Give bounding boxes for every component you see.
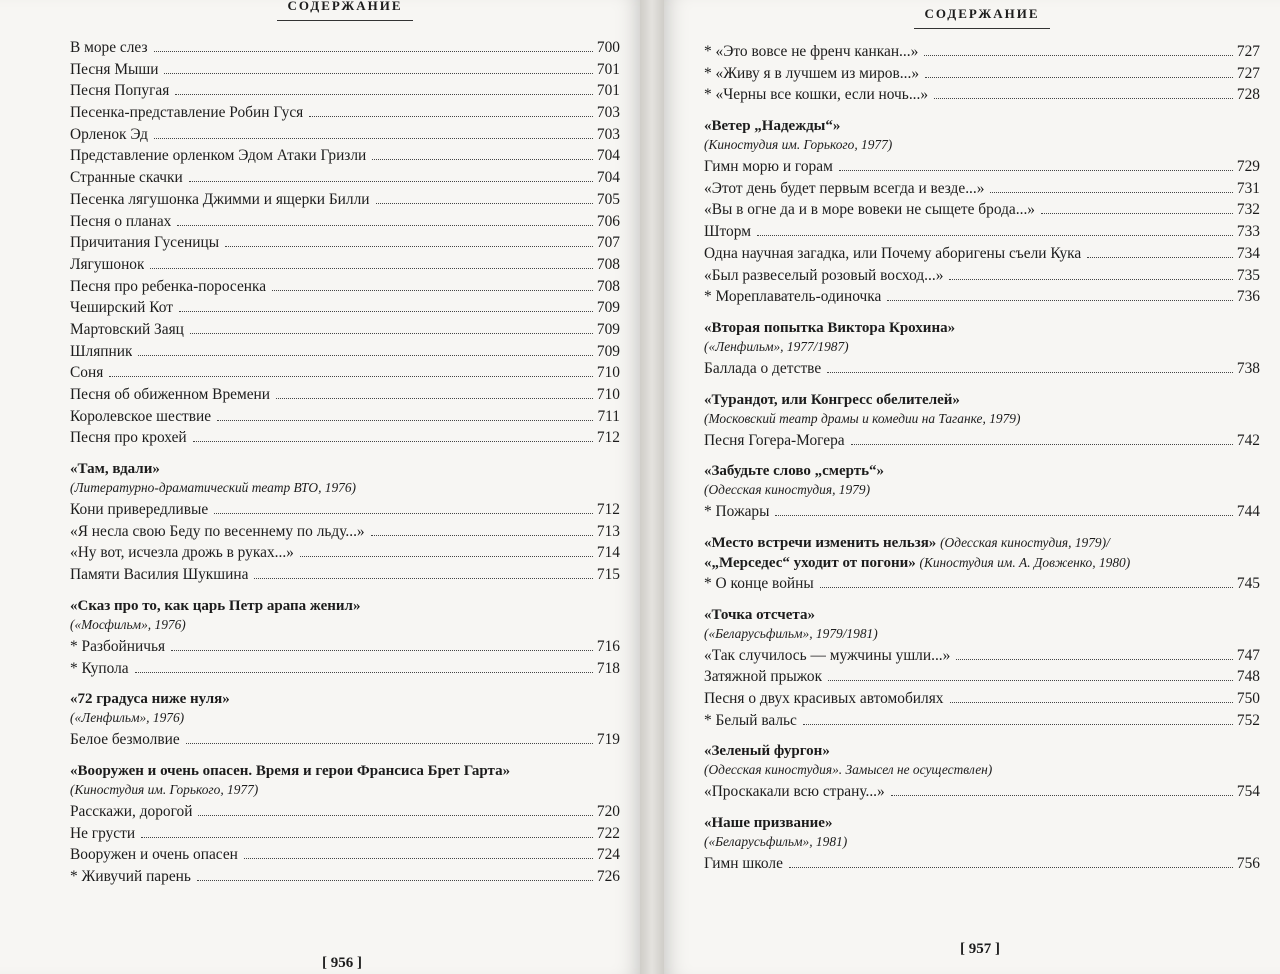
dot-leader bbox=[827, 372, 1233, 373]
dot-leader bbox=[851, 444, 1233, 445]
dot-leader bbox=[214, 513, 593, 514]
entry-page-number: 742 bbox=[1236, 431, 1260, 449]
entry-title: * Купола bbox=[70, 659, 129, 677]
entry-page-number: 709 bbox=[596, 342, 620, 360]
toc-entry bbox=[704, 243, 1260, 265]
entry-title: «Этот день будет первым всегда и везде...» bbox=[704, 179, 985, 197]
dot-leader bbox=[276, 398, 593, 399]
toc-entry bbox=[70, 542, 620, 564]
dot-leader bbox=[186, 743, 593, 744]
entry-title: * Пожары bbox=[704, 503, 770, 521]
entry-title: «Вы в огне да и в море вовеки не сыщете брода...» bbox=[704, 201, 1035, 219]
entry-page-number: 722 bbox=[596, 824, 620, 842]
dot-leader bbox=[950, 702, 1233, 703]
toc-entry bbox=[70, 189, 620, 211]
entry-title: «Проскакали всю страну...» bbox=[704, 783, 885, 801]
entry-title: Песня о двух красивых автомобилях bbox=[704, 690, 944, 707]
toc-entry bbox=[70, 729, 620, 751]
entry-title: Песня про крохей bbox=[70, 429, 187, 447]
running-head: СОДЕРЖАНИЕ bbox=[287, 0, 403, 13]
section-title bbox=[70, 459, 620, 479]
running-head: СОДЕРЖАНИЕ bbox=[924, 6, 1040, 21]
dot-leader bbox=[141, 837, 593, 838]
toc-section bbox=[704, 533, 1260, 595]
entry-page-number: 735 bbox=[1236, 266, 1260, 284]
section-title-text: «Место встречи изменить нельзя» bbox=[704, 534, 937, 551]
entry-title: Белое безмолвие bbox=[70, 731, 180, 749]
dot-leader bbox=[372, 159, 593, 160]
dot-leader bbox=[891, 795, 1233, 796]
dot-leader bbox=[189, 181, 593, 182]
entry-page-number: 701 bbox=[596, 60, 620, 78]
entry-page-number: 724 bbox=[596, 846, 620, 864]
section-title bbox=[704, 605, 1260, 625]
entry-page-number: 752 bbox=[1236, 711, 1260, 729]
dot-leader bbox=[925, 77, 1233, 78]
dot-leader bbox=[775, 515, 1232, 516]
entry-title: В море слез bbox=[70, 39, 148, 56]
entry-title: * Разбойничья bbox=[70, 637, 166, 655]
entry-page-number: 744 bbox=[1236, 503, 1260, 521]
toc-entry bbox=[70, 636, 620, 658]
section-source: (Киностудия им. Горького, 1977) bbox=[704, 137, 893, 153]
dot-leader bbox=[887, 300, 1233, 301]
dot-leader bbox=[164, 73, 592, 74]
book-gutter bbox=[640, 0, 664, 974]
dot-leader bbox=[198, 815, 592, 816]
entry-title: Расскажи, дорогой bbox=[70, 802, 193, 820]
toc-section bbox=[704, 318, 1260, 380]
toc-entry bbox=[70, 499, 620, 521]
toc-entry bbox=[70, 124, 620, 146]
dot-leader bbox=[376, 203, 593, 204]
dot-leader bbox=[956, 659, 1233, 660]
entry-title: Вооружен и очень опасен bbox=[70, 846, 238, 864]
dot-leader bbox=[138, 355, 592, 356]
toc-entry bbox=[70, 254, 620, 276]
toc-entry bbox=[704, 710, 1260, 732]
section-source: («Ленфильм», 1977/1987) bbox=[704, 338, 849, 354]
toc-entry bbox=[704, 666, 1260, 688]
header-rule bbox=[914, 28, 1050, 29]
page-number: [ 957 ] bbox=[960, 941, 1000, 957]
dot-leader bbox=[309, 116, 593, 117]
dot-leader bbox=[949, 279, 1232, 280]
entry-title: «Так случилось — мужчины ушли...» bbox=[704, 646, 951, 664]
entry-page-number: 703 bbox=[596, 125, 620, 143]
toc-section bbox=[704, 390, 1260, 452]
right-page bbox=[664, 0, 1280, 974]
dot-leader bbox=[990, 192, 1232, 193]
entry-page-number: 714 bbox=[596, 544, 620, 562]
toc-entry bbox=[704, 853, 1260, 875]
entry-title: Песня об обиженном Времени bbox=[70, 386, 271, 403]
dot-leader bbox=[154, 138, 593, 139]
entry-title: Песня Попугая bbox=[70, 82, 170, 100]
entry-page-number: 713 bbox=[596, 522, 620, 540]
entry-title: Причитания Гусеницы bbox=[70, 234, 220, 252]
toc-entry bbox=[70, 232, 620, 254]
dot-leader bbox=[1041, 213, 1233, 214]
entry-page-number: 709 bbox=[596, 299, 620, 317]
entry-title: * «Черны все кошки, если ночь...» bbox=[704, 86, 929, 104]
dot-leader bbox=[254, 578, 592, 579]
dot-leader bbox=[135, 672, 593, 673]
dot-leader bbox=[217, 420, 593, 421]
entry-title: «Я несла свою Беду по весеннему по льду...» bbox=[70, 522, 365, 540]
section-title-text: «Ветер „Надежды“» bbox=[704, 118, 841, 135]
entry-title: Затяжной прыжок bbox=[704, 668, 823, 686]
toc-entry bbox=[704, 265, 1260, 287]
table-of-contents bbox=[70, 37, 620, 888]
entry-page-number: 707 bbox=[596, 234, 620, 252]
entry-page-number: 710 bbox=[596, 386, 620, 403]
entry-page-number: 726 bbox=[596, 867, 620, 885]
toc-entry bbox=[704, 781, 1260, 803]
section-title-text: «„Мерседес“ уходит от погони» bbox=[704, 554, 916, 571]
entry-page-number: 715 bbox=[596, 566, 620, 584]
entry-title: Кони привередливые bbox=[70, 501, 209, 519]
section-title bbox=[704, 813, 1260, 833]
entry-page-number: 700 bbox=[596, 39, 620, 56]
toc-entry bbox=[70, 37, 620, 59]
entry-page-number: 729 bbox=[1236, 158, 1260, 176]
toc-entry bbox=[70, 297, 620, 319]
toc-entry bbox=[704, 358, 1260, 380]
entry-page-number: 754 bbox=[1236, 783, 1260, 801]
entry-page-number: 727 bbox=[1236, 43, 1260, 60]
toc-entry bbox=[70, 319, 620, 341]
entry-title: Гимн школе bbox=[704, 855, 783, 873]
entry-page-number: 728 bbox=[1236, 86, 1260, 104]
section-source-inline: (Одесская киностудия, 1979)/ bbox=[940, 534, 1110, 550]
toc-entry bbox=[704, 645, 1260, 667]
dot-leader bbox=[244, 858, 593, 859]
dot-leader bbox=[150, 268, 592, 269]
toc-section bbox=[70, 689, 620, 751]
section-title bbox=[704, 533, 1260, 553]
entry-page-number: 706 bbox=[596, 212, 620, 230]
toc-entry bbox=[704, 286, 1260, 308]
dot-leader bbox=[371, 535, 593, 536]
entry-page-number: 708 bbox=[596, 255, 620, 273]
entry-page-number: 748 bbox=[1236, 668, 1260, 686]
toc-section bbox=[704, 813, 1260, 875]
entry-page-number: 705 bbox=[596, 190, 620, 208]
section-source: («Ленфильм», 1976) bbox=[70, 710, 185, 726]
dot-leader bbox=[175, 94, 593, 95]
entry-title: * О конце войны bbox=[704, 574, 814, 592]
toc-entry bbox=[704, 199, 1260, 221]
toc-entry bbox=[70, 406, 620, 428]
toc-entry bbox=[70, 341, 620, 363]
entry-title: Песня про ребенка-поросенка bbox=[70, 277, 267, 295]
dot-leader bbox=[789, 867, 1233, 868]
entry-page-number: 756 bbox=[1236, 855, 1260, 873]
section-title-text: «Сказ про то, как царь Петр арапа женил» bbox=[70, 597, 361, 614]
dot-leader bbox=[197, 880, 593, 881]
toc-section bbox=[704, 605, 1260, 732]
section-title bbox=[704, 741, 1260, 761]
entry-title: Лягушонок bbox=[70, 255, 145, 273]
entry-title: Чеширский Кот bbox=[70, 299, 173, 317]
section-title bbox=[70, 761, 620, 781]
section-title-text: «Турандот, или Конгресс обелителей» bbox=[704, 391, 960, 408]
section-source: (Московский театр драмы и комедии на Таганке, 1979) bbox=[704, 410, 1021, 426]
table-of-contents bbox=[704, 41, 1260, 875]
entry-page-number: 704 bbox=[596, 169, 620, 187]
section-title bbox=[70, 689, 620, 709]
toc-entry bbox=[70, 211, 620, 233]
entry-title: Песня Гогера-Могера bbox=[704, 431, 845, 449]
toc-entry bbox=[704, 41, 1260, 63]
section-title bbox=[70, 596, 620, 616]
section-title bbox=[704, 318, 1260, 338]
entry-title: * «Живу я в лучшем из миров...» bbox=[704, 64, 920, 82]
toc-section bbox=[70, 761, 620, 888]
toc-section bbox=[704, 741, 1260, 803]
section-title bbox=[704, 461, 1260, 481]
toc-entry bbox=[704, 430, 1260, 452]
entry-page-number: 712 bbox=[596, 501, 620, 519]
toc-entry bbox=[70, 801, 620, 823]
dot-leader bbox=[803, 724, 1233, 725]
dot-leader bbox=[757, 235, 1233, 236]
entry-page-number: 738 bbox=[1236, 359, 1260, 377]
toc-entry bbox=[70, 521, 620, 543]
entry-title: Мартовский Заяц bbox=[70, 320, 184, 338]
page-number: [ 956 ] bbox=[322, 955, 362, 971]
dot-leader bbox=[179, 311, 593, 312]
toc-entry bbox=[70, 427, 620, 449]
entry-title: Орленок Эд bbox=[70, 125, 148, 143]
dot-leader bbox=[193, 441, 593, 442]
toc-entry bbox=[70, 844, 620, 866]
entry-title: Гимн морю и горам bbox=[704, 158, 833, 176]
dot-leader bbox=[924, 55, 1233, 56]
entry-title: Соня bbox=[70, 364, 104, 382]
entry-page-number: 710 bbox=[596, 364, 620, 382]
toc-entry bbox=[70, 276, 620, 298]
section-source: («Беларусьфильм», 1979/1981) bbox=[704, 625, 878, 641]
toc-entry bbox=[704, 221, 1260, 243]
entry-page-number: 712 bbox=[596, 429, 620, 447]
toc-entry bbox=[704, 63, 1260, 85]
entry-title: Одна научная загадка, или Почему аборигены съели Кука bbox=[704, 244, 1082, 262]
entry-title: Королевское шествие bbox=[70, 407, 212, 425]
toc-entry bbox=[70, 564, 620, 586]
toc-entry bbox=[704, 156, 1260, 178]
section-source: (Одесская киностудия, 1979) bbox=[704, 482, 871, 498]
toc-entry bbox=[70, 362, 620, 384]
entry-title: Песенка-представление Робин Гуся bbox=[70, 104, 304, 122]
entry-page-number: 709 bbox=[596, 320, 620, 338]
toc-entry bbox=[704, 84, 1260, 106]
section-title-text: «Точка отсчета» bbox=[704, 606, 815, 623]
section-title-text: «Вооружен и очень опасен. Время и герои Франсиса Брет Гарта» bbox=[70, 762, 511, 779]
toc-entry bbox=[70, 658, 620, 680]
toc-entry bbox=[704, 688, 1260, 710]
section-source: («Мосфильм», 1976) bbox=[70, 616, 186, 632]
toc-entry bbox=[704, 501, 1260, 523]
entry-title: Странные скачки bbox=[70, 169, 183, 187]
section-title-text: «72 градуса ниже нуля» bbox=[70, 691, 230, 708]
entry-title: «Был развеселый розовый восход...» bbox=[704, 266, 944, 284]
toc-section bbox=[70, 596, 620, 679]
entry-page-number: 719 bbox=[596, 731, 620, 749]
dot-leader bbox=[828, 680, 1233, 681]
toc-entry bbox=[70, 80, 620, 102]
dot-leader bbox=[225, 246, 593, 247]
entry-page-number: 720 bbox=[596, 802, 620, 820]
entry-page-number: 732 bbox=[1236, 201, 1260, 219]
toc-section bbox=[704, 461, 1260, 523]
dot-leader bbox=[154, 51, 593, 52]
section-source: («Беларусьфильм», 1981) bbox=[704, 834, 848, 850]
toc-entry bbox=[70, 145, 620, 167]
entry-page-number: 708 bbox=[596, 277, 620, 295]
section-source: (Киностудия им. Горького, 1977) bbox=[70, 781, 259, 797]
entry-title: Песня Мыши bbox=[70, 60, 159, 78]
header-rule bbox=[277, 20, 413, 21]
entry-page-number: 734 bbox=[1236, 244, 1260, 262]
dot-leader bbox=[839, 170, 1233, 171]
entry-page-number: 747 bbox=[1236, 646, 1260, 664]
toc-entry bbox=[704, 178, 1260, 200]
entry-page-number: 733 bbox=[1236, 223, 1260, 241]
entry-title: * Мореплаватель-одиночка bbox=[704, 288, 882, 306]
section-source-inline: (Киностудия им. А. Довженко, 1980) bbox=[919, 554, 1131, 570]
entry-page-number: 711 bbox=[597, 407, 620, 425]
entry-page-number: 703 bbox=[596, 104, 620, 122]
section-title bbox=[704, 553, 1260, 573]
dot-leader bbox=[109, 376, 593, 377]
entry-page-number: 727 bbox=[1236, 64, 1260, 82]
section-title-text: «Забудьте слово „смерть“» bbox=[704, 463, 885, 480]
entry-title: Памяти Василия Шукшина bbox=[70, 566, 249, 584]
dot-leader bbox=[1087, 257, 1233, 258]
entry-page-number: 731 bbox=[1236, 179, 1260, 197]
entry-page-number: 736 bbox=[1236, 288, 1260, 306]
toc-entry bbox=[70, 102, 620, 124]
entry-page-number: 704 bbox=[596, 147, 620, 165]
entry-title: Песенка лягушонка Джимми и ящерки Билли bbox=[70, 190, 370, 208]
entry-title: * Живучий парень bbox=[70, 867, 191, 885]
entry-title: * Белый вальс bbox=[704, 711, 797, 729]
entry-page-number: 701 bbox=[596, 82, 620, 100]
entry-title: Шляпник bbox=[70, 342, 133, 360]
entry-page-number: 716 bbox=[596, 637, 620, 655]
dot-leader bbox=[190, 333, 593, 334]
entry-page-number: 750 bbox=[1236, 690, 1260, 707]
entry-title: Не грусти bbox=[70, 824, 136, 842]
entry-title: * «Это вовсе не френч канкан...» bbox=[704, 43, 919, 60]
section-title bbox=[704, 116, 1260, 136]
toc-entry bbox=[70, 167, 620, 189]
toc-section bbox=[70, 459, 620, 586]
entry-page-number: 745 bbox=[1236, 574, 1260, 592]
section-title-text: «Зеленый фургон» bbox=[704, 743, 830, 760]
toc-entry bbox=[70, 866, 620, 888]
dot-leader bbox=[171, 650, 593, 651]
toc-entry bbox=[70, 59, 620, 81]
entry-title: Песня о планах bbox=[70, 212, 172, 230]
section-title-text: «Там, вдали» bbox=[70, 461, 160, 478]
toc-section bbox=[704, 116, 1260, 308]
section-title-text: «Вторая попытка Виктора Крохина» bbox=[704, 319, 956, 336]
section-title-text: «Наше призвание» bbox=[704, 815, 833, 832]
entry-title: Представление орленком Эдом Атаки Гризли bbox=[70, 147, 367, 165]
section-title bbox=[704, 390, 1260, 410]
entry-title: «Ну вот, исчезла дрожь в руках...» bbox=[70, 544, 294, 562]
dot-leader bbox=[820, 587, 1233, 588]
toc-entry bbox=[704, 573, 1260, 595]
section-source: (Литературно-драматический театр ВТО, 1976) bbox=[70, 480, 357, 496]
entry-page-number: 718 bbox=[596, 659, 620, 677]
dot-leader bbox=[177, 225, 593, 226]
entry-title: Баллада о детстве bbox=[704, 359, 822, 377]
section-source: (Одесская киностудия». Замысел не осуществлен) bbox=[704, 762, 993, 778]
dot-leader bbox=[272, 290, 593, 291]
toc-entry bbox=[70, 823, 620, 845]
dot-leader bbox=[300, 556, 593, 557]
toc-entry bbox=[70, 384, 620, 406]
entry-title: Шторм bbox=[704, 223, 751, 241]
dot-leader bbox=[934, 98, 1233, 99]
